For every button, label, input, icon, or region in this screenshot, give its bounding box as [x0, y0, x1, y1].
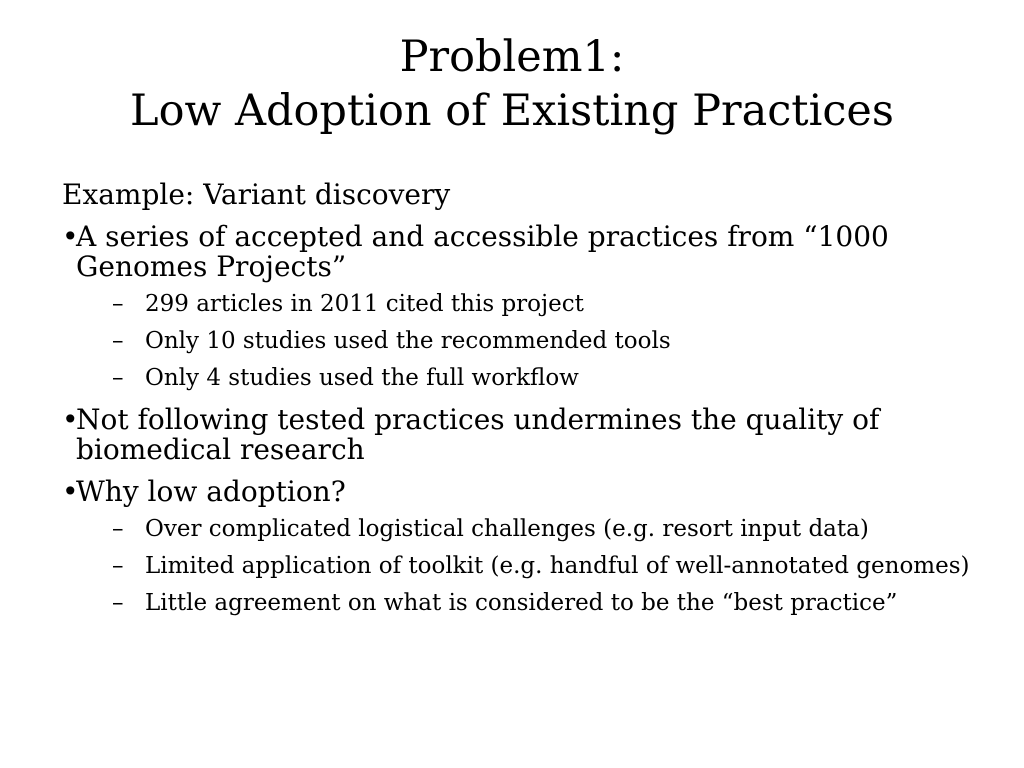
- subitem-text: Little agreement on what is considered to be the “best practice”: [145, 590, 898, 616]
- bullet-quality: [62, 405, 982, 465]
- slide-body: [62, 180, 982, 630]
- subitem-limited-toolkit: [62, 552, 982, 581]
- slide-title: [40, 30, 984, 138]
- bullet-icon: •: [62, 403, 79, 436]
- subitem-text: Only 10 studies used the recommended tools: [145, 328, 671, 354]
- bullet-text: A series of accepted and accessible practices from “1000 Genomes Projects”: [76, 220, 889, 283]
- bullet-why-low-adoption: [62, 477, 982, 507]
- dash-icon: –: [112, 291, 124, 317]
- subitems-1000-genomes: [62, 290, 982, 393]
- dash-icon: –: [112, 365, 124, 391]
- subitem-text: 299 articles in 2011 cited this project: [145, 291, 584, 317]
- subitem-text: Over complicated logistical challenges (e.g. resort input data): [145, 516, 869, 542]
- subitem-recommended-tools: [62, 327, 982, 356]
- bullet-text: Why low adoption?: [76, 475, 346, 508]
- subitems-why-low-adoption: [62, 515, 982, 618]
- title-line-1: Problem1:: [399, 32, 625, 82]
- subitem-articles-cited: [62, 290, 982, 319]
- dash-icon: –: [112, 328, 124, 354]
- subitem-text: Only 4 studies used the full workflow: [145, 365, 579, 391]
- bullet-text: Not following tested practices undermines the quality of biomedical research: [76, 403, 880, 466]
- bullet-1000-genomes: [62, 222, 982, 282]
- subitem-best-practice: [62, 589, 982, 618]
- subitem-full-workflow: [62, 364, 982, 393]
- dash-icon: –: [112, 553, 124, 579]
- dash-icon: –: [112, 516, 124, 542]
- bullet-icon: •: [62, 475, 79, 508]
- subitem-text: Limited application of toolkit (e.g. handful of well-annotated genomes): [145, 553, 970, 579]
- dash-icon: –: [112, 590, 124, 616]
- bullet-icon: •: [62, 220, 79, 253]
- title-line-2: Low Adoption of Existing Practices: [130, 86, 894, 136]
- intro-text: Example: Variant discovery: [62, 178, 451, 211]
- subitem-logistical-challenges: [62, 515, 982, 544]
